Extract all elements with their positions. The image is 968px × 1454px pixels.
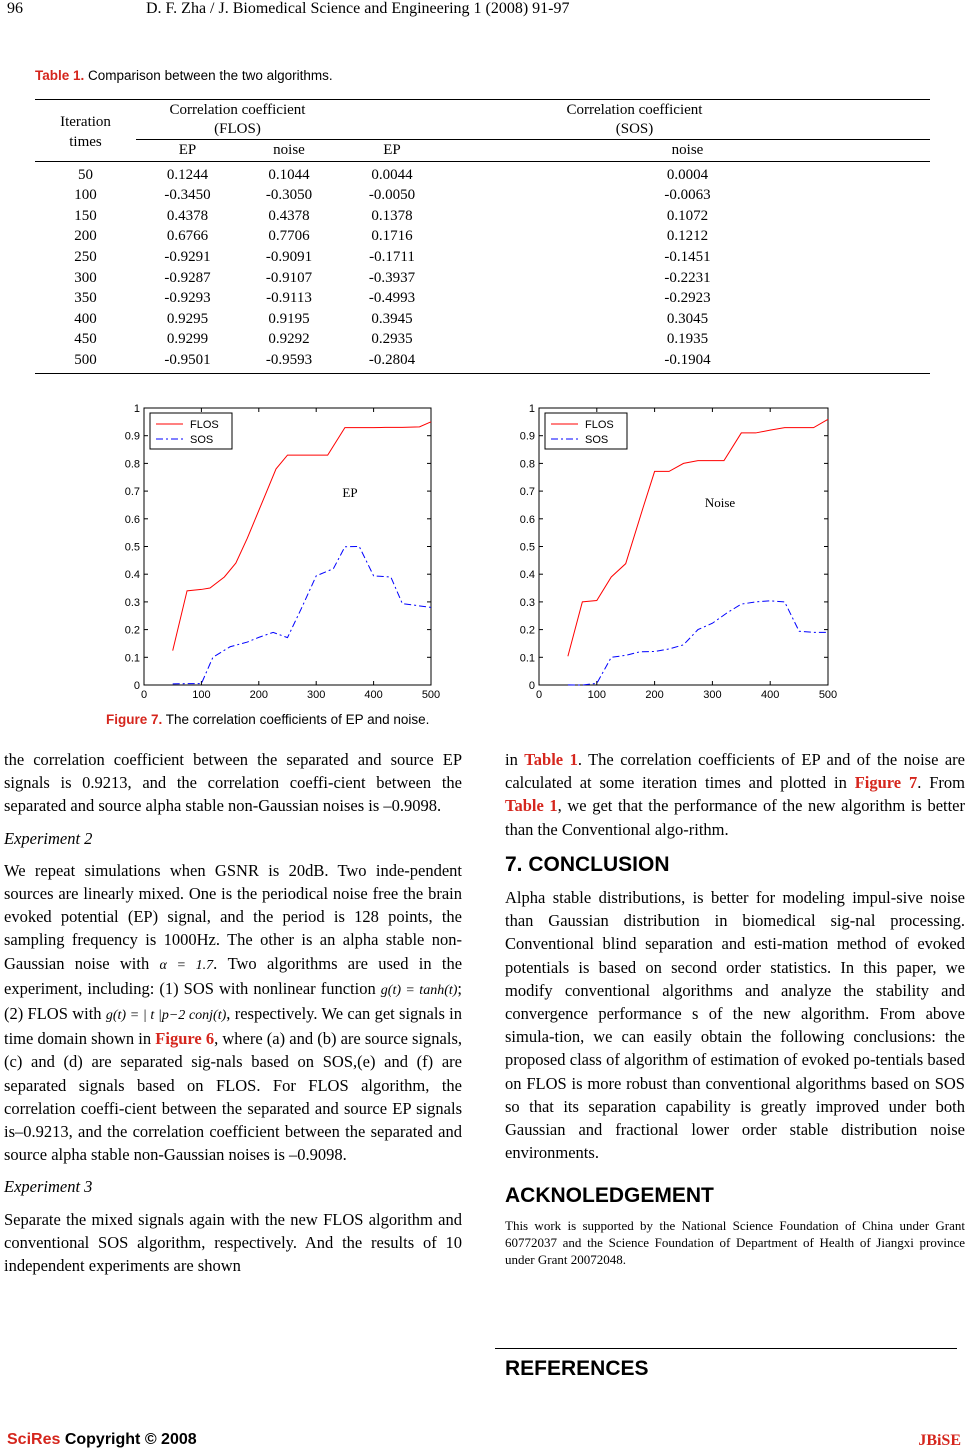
y-tick-label: 0.5 <box>519 541 535 554</box>
y-tick-label: 0.6 <box>124 513 140 526</box>
legend-label: SOS <box>585 434 609 446</box>
x-tick-label: 300 <box>703 689 722 701</box>
table-cell: 0.9299 <box>166 331 209 348</box>
table-cell: 200 <box>74 228 97 245</box>
chart-annotation: EP <box>342 485 358 500</box>
paragraph: the correlation coefficient between the separated and source EP signals is 0.9213, and the correlation coeffi-cient between the separated and source alpha stable non-Gaussian noises is –0.9098. <box>4 750 462 816</box>
table-row <box>35 288 930 309</box>
table-cell: 0.4378 <box>166 207 209 224</box>
page-number: 96 <box>7 0 23 17</box>
table-row <box>35 226 930 247</box>
subheader-noise-flos: noise <box>239 140 339 162</box>
table-cell: -0.9291 <box>164 248 211 265</box>
table-cell: -0.4993 <box>368 290 416 307</box>
header-iteration: Iteration times <box>60 113 111 151</box>
y-tick-label: 0.2 <box>519 624 535 637</box>
table-cell: 0.9292 <box>268 331 310 348</box>
sciRes-logo: SciRes <box>7 1431 61 1448</box>
table-caption <box>35 68 333 83</box>
y-tick-label: 0.4 <box>124 569 140 582</box>
flos-function: g(t) = | t |p−2 conj(t) <box>105 1008 227 1024</box>
table-cell: -0.3937 <box>368 269 416 286</box>
table-row <box>35 350 930 373</box>
table-cell: -0.9287 <box>164 269 211 286</box>
y-tick-label: 0.8 <box>519 458 535 471</box>
running-title: D. F. Zha / J. Biomedical Science and Engineering 1 (2008) 91-97 <box>146 0 570 17</box>
subheader-ep-sos: EP <box>339 140 445 162</box>
x-tick-label: 300 <box>307 689 326 701</box>
table-cell: 0.7706 <box>268 228 310 245</box>
header-group-sos: Correlation coefficient (SOS) <box>566 102 703 137</box>
x-tick-label: 200 <box>645 689 664 701</box>
table-cell: 350 <box>74 290 97 307</box>
table-cell: 0.2935 <box>371 331 413 348</box>
paragraph: in Table 1. The correlation coefficients of EP and of the noise are calculated at some iteration times and plotted in Figure 7. From Table 1, we get that the performance of the new algorithm is better than the Conventional algo-rithm. <box>505 750 966 839</box>
table-cell: -0.9593 <box>265 351 313 368</box>
table-body <box>35 161 930 373</box>
table-row <box>35 268 930 289</box>
y-tick-label: 0.9 <box>124 430 140 443</box>
table-row <box>35 161 930 185</box>
figure-7-link[interactable]: Figure 7 <box>854 773 918 793</box>
table-cell: 150 <box>74 207 97 224</box>
subheader-noise-sos: noise <box>445 140 930 162</box>
x-tick-label: 400 <box>364 689 383 701</box>
table-cell: 300 <box>74 269 97 286</box>
table-cell: 0.1212 <box>666 228 709 245</box>
table-cell: 0.4378 <box>268 207 310 224</box>
y-tick-label: 0.5 <box>124 541 140 554</box>
x-tick-label: 100 <box>192 689 211 701</box>
table-caption-label: Table 1. <box>35 68 85 83</box>
x-tick-label: 500 <box>818 689 838 701</box>
table-cell: 250 <box>74 248 97 265</box>
table-1-link[interactable]: Table 1 <box>505 796 558 816</box>
table-row <box>35 206 930 227</box>
table-cell: 400 <box>74 310 97 327</box>
table-row <box>35 185 930 206</box>
table-cell: -0.9107 <box>265 269 313 286</box>
chart-annotation: Noise <box>704 495 736 510</box>
table-cell: -0.3450 <box>164 187 211 204</box>
journal-abbrev: JBiSE <box>918 1432 961 1449</box>
table-row <box>35 329 930 350</box>
acknowledgement-heading: ACKNOLEDGEMENT <box>505 1184 714 1208</box>
acknowledgement-text: This work is supported by the National Science Foundation of China under Grant 60772037 and the Science Foundation of Department of Health of Jiangxi province under Grant 20072048. <box>505 1217 965 1267</box>
chart-ep <box>120 397 445 705</box>
footer-copyright: SciRes Copyright © 2008 <box>7 1431 197 1448</box>
table-cell: 0.1378 <box>371 207 413 224</box>
table-cell: -0.2231 <box>664 269 711 286</box>
table-cell: 0.0044 <box>371 166 413 183</box>
table-cell: 0.1244 <box>166 166 209 183</box>
chart-noise <box>517 397 847 705</box>
table-cell: 0.9195 <box>268 310 310 327</box>
figure-caption <box>106 712 429 727</box>
comparison-table <box>35 99 930 374</box>
paragraph: Separate the mixed signals again with the new FLOS algorithm and conventional SOS algorithm, respectively. And the results of 10 independent experiments are shown <box>4 1209 462 1276</box>
table-cell: 0.6766 <box>166 228 209 245</box>
y-tick-label: 0.2 <box>124 624 140 637</box>
figure-caption-label: Figure 7. <box>106 712 163 727</box>
table-cell: -0.1451 <box>664 248 711 265</box>
x-tick-label: 0 <box>535 689 543 701</box>
experiment-2-title: Experiment 2 <box>4 828 93 848</box>
plot-frame <box>144 408 431 685</box>
legend-label: FLOS <box>190 419 219 431</box>
table-cell: -0.0063 <box>664 187 711 204</box>
experiment-3-title: Experiment 3 <box>4 1177 93 1197</box>
table-row <box>35 247 930 268</box>
table-cell: -0.2923 <box>664 290 711 307</box>
right-column <box>505 748 965 1268</box>
table-cell: 0.1935 <box>666 331 709 348</box>
x-tick-label: 200 <box>249 689 268 701</box>
table-cell: 0.1044 <box>268 166 310 183</box>
table-cell: 0.3945 <box>371 310 413 327</box>
paragraph: Alpha stable distributions, is better for modeling impul-sive noise than Gaussian distribution in biomedical sig-nal processing. Conventional blind separation and esti-mation method of evoked potentials is based on second order statistics. In this paper, we modify conventional algorithms and analyze the stability and convergence performance s of the new algorithm. From above simula-tion, we can easily obtain the following conclusions: the proposed class of algorithm of estimation of evoked po-tentials based on FLOS is more robust than conventional algorithms based on SOS so that its separation capability is greatly improved under both Gaussian and fractional lower order stable distribution noise environments. <box>505 888 965 1163</box>
references-heading: REFERENCES <box>505 1357 649 1380</box>
table-cell: 0.3045 <box>666 310 709 327</box>
table-cell: -0.9091 <box>265 248 313 265</box>
y-tick-label: 1 <box>133 403 140 415</box>
table-cell: -0.3050 <box>265 187 313 204</box>
table-row <box>35 309 930 330</box>
conclusion-heading: 7. CONCLUSION <box>505 852 670 876</box>
y-tick-label: 0.6 <box>519 513 535 526</box>
table-cell: -0.9501 <box>164 351 211 368</box>
y-tick-label: 0.3 <box>519 596 535 609</box>
y-tick-label: 0 <box>528 680 535 692</box>
figure-caption-text: The correlation coefficients of EP and noise. <box>162 712 430 727</box>
legend-label: FLOS <box>585 419 614 431</box>
y-tick-label: 1 <box>528 403 535 415</box>
y-tick-label: 0.4 <box>519 569 535 582</box>
paragraph: We repeat simulations when GSNR is 20dB. Two inde-pendent sources are linearly mixed. One is the periodical noise free the brain evoked potential (EP) signal, and the period is 128 points, the sampling frequency is 1000Hz. The other is an alpha stable non-Gaussian noise with α = 1.7. Two algorithms are used in the experiment, including: (1) SOS with nonlinear function g(t) = tanh(t); (2) FLOS with g(t) = | t |p−2 conj(t), respectively. We can get signals in time domain shown in Figure 6, where (a) and (b) are source signals, (c) and (d) are separated sig-nals based on SOS,(e) and (f) are separated signals based on FLOS. For FLOS algorithm, the correlation coeffi-cient between the separated and source EP signals is–0.9213, and the correlation coefficient between the separated and source alpha stable non-Gaussian noises is –0.9098. <box>4 860 463 1165</box>
plot-frame <box>539 408 828 685</box>
x-tick-label: 500 <box>421 689 441 701</box>
subheader-ep-flos: EP <box>136 140 239 162</box>
header-group-flos: Correlation coefficient (FLOS) <box>169 102 306 137</box>
y-tick-label: 0.7 <box>519 486 535 499</box>
table-cell: 450 <box>74 331 97 348</box>
table-cell: 0.9295 <box>166 310 209 327</box>
table-caption-text: Comparison between the two algorithms. <box>84 68 333 83</box>
table-cell: 0.1716 <box>371 228 413 245</box>
table-cell: -0.9293 <box>164 290 211 307</box>
y-tick-label: 0.9 <box>519 430 535 443</box>
alpha-equation: α = 1.7 <box>159 957 214 973</box>
divider <box>495 1348 957 1349</box>
table-cell: 50 <box>78 166 93 183</box>
left-column <box>4 748 462 1277</box>
sos-function: g(t) = tanh(t) <box>380 982 458 998</box>
legend-label: SOS <box>190 434 214 446</box>
table-cell: 0.1072 <box>666 207 709 224</box>
table-cell: 0.0004 <box>666 166 709 183</box>
y-tick-label: 0.3 <box>124 596 140 609</box>
x-tick-label: 100 <box>587 689 606 701</box>
figure-6-link[interactable]: Figure 6 <box>155 1029 215 1049</box>
table-cell: -0.0050 <box>368 187 416 204</box>
y-tick-label: 0.1 <box>519 652 535 665</box>
table-cell: -0.9113 <box>266 290 312 307</box>
table-cell: -0.1711 <box>369 248 415 265</box>
table-cell: -0.1904 <box>664 351 711 368</box>
table-1-link[interactable]: Table 1 <box>524 750 578 769</box>
table-cell: -0.2804 <box>368 351 416 368</box>
y-tick-label: 0 <box>133 680 140 692</box>
table-cell: 500 <box>74 351 97 368</box>
y-tick-label: 0.1 <box>124 652 140 665</box>
y-tick-label: 0.7 <box>124 486 140 499</box>
x-tick-label: 0 <box>140 689 148 701</box>
y-tick-label: 0.8 <box>124 458 140 471</box>
x-tick-label: 400 <box>761 689 780 701</box>
table-cell: 100 <box>74 187 97 204</box>
